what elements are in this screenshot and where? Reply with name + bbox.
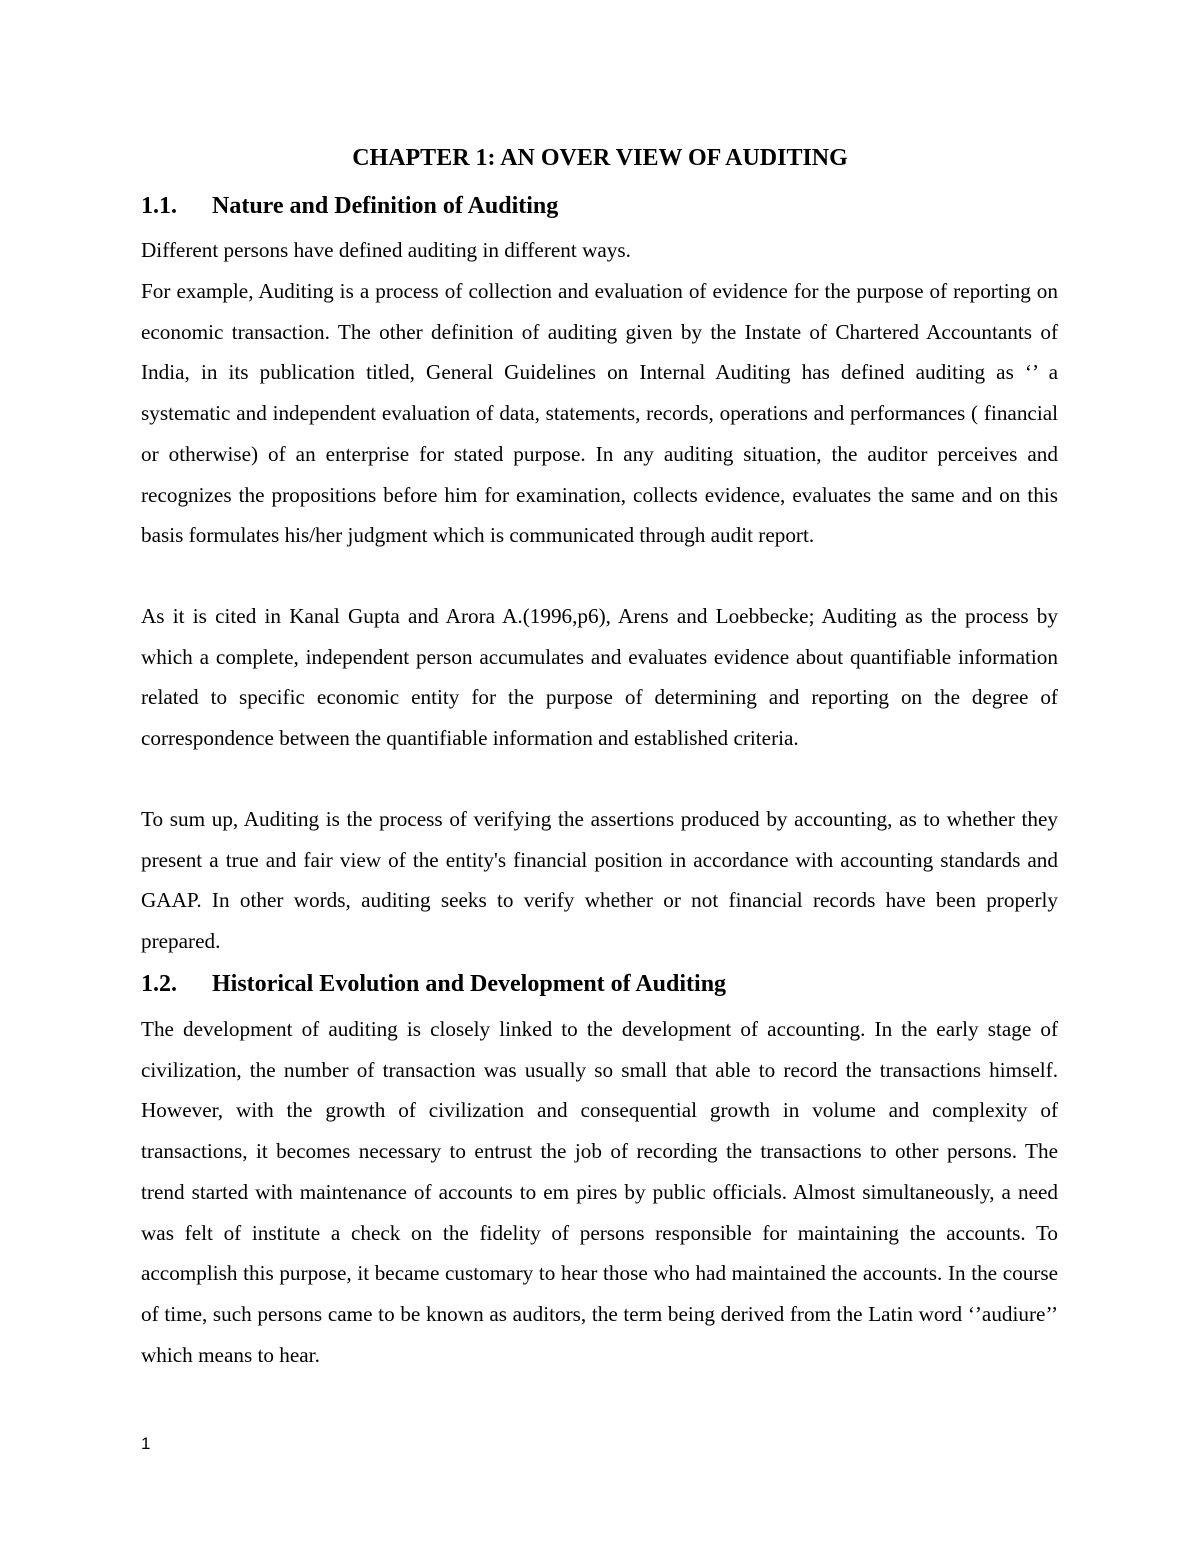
paragraph: The development of auditing is closely linked to the development of accounting. In the early stage of civilization, the number of transaction was usually so small that able to record the transactions himself. However, with the growth of civilization and consequential growth in volume and complexity of transactions, it becomes necessary to entrust the job of recording the transactions to other persons. The trend started with maintenance of accounts to em pires by public officials. Almost simultaneously, a need was felt of institute a check on the fidelity of persons responsible for maintaining the accounts. To accomplish this purpose, it became customary to hear those who had maintained the accounts. In the course of time, such persons came to be known as auditors, the term being derived from the Latin word ‘’audiure’’ which means to hear. — [141, 1017, 1058, 1367]
paragraph: As it is cited in Kanal Gupta and Arora A.(1996,p6), Arens and Loebbecke; Auditing as the process by which a complete, independent person accumulates and evaluates evidence about quantifiable information related to specific economic entity for the purpose of determining and reporting on the degree of correspondence between the quantifiable information and established criteria. — [141, 604, 1058, 751]
paragraph: For example, Auditing is a process of collection and evaluation of evidence for the purpose of reporting on economic transaction. The other definition of auditing given by the Instate of Chartered Accountants of India, in its publication titled, General Guidelines on Internal Auditing has defined auditing as ‘’ a systematic and independent evaluation of data, statements, records, operations and performances ( financial or otherwise) of an enterprise for stated purpose. In any auditing situation, the auditor perceives and recognizes the propositions before him for examination, collects evidence, evaluates the same and on this basis formulates his/her judgment which is communicated through audit report. — [141, 279, 1058, 548]
paragraph: To sum up, Auditing is the process of verifying the assertions produced by accounting, as to whether they present a true and fair view of the entity's financial position in accordance with accounting standards and GAAP. In other words, auditing seeks to verify whether or not financial records have been properly prepared. — [141, 807, 1058, 954]
page-number: 1 — [141, 1434, 151, 1453]
chapter-title: CHAPTER 1: AN OVER VIEW OF AUDITING — [352, 145, 848, 171]
section-heading-1-1 — [141, 189, 1061, 223]
section-heading-text: Nature and Definition of Auditing — [212, 193, 559, 219]
section-heading-text: Historical Evolution and Development of Auditing — [212, 971, 727, 997]
section-number: 1.1. — [141, 193, 177, 219]
section-heading-1-2 — [141, 967, 1061, 1001]
paragraph: Different persons have defined auditing in different ways. — [141, 238, 631, 262]
section-number: 1.2. — [141, 971, 177, 997]
